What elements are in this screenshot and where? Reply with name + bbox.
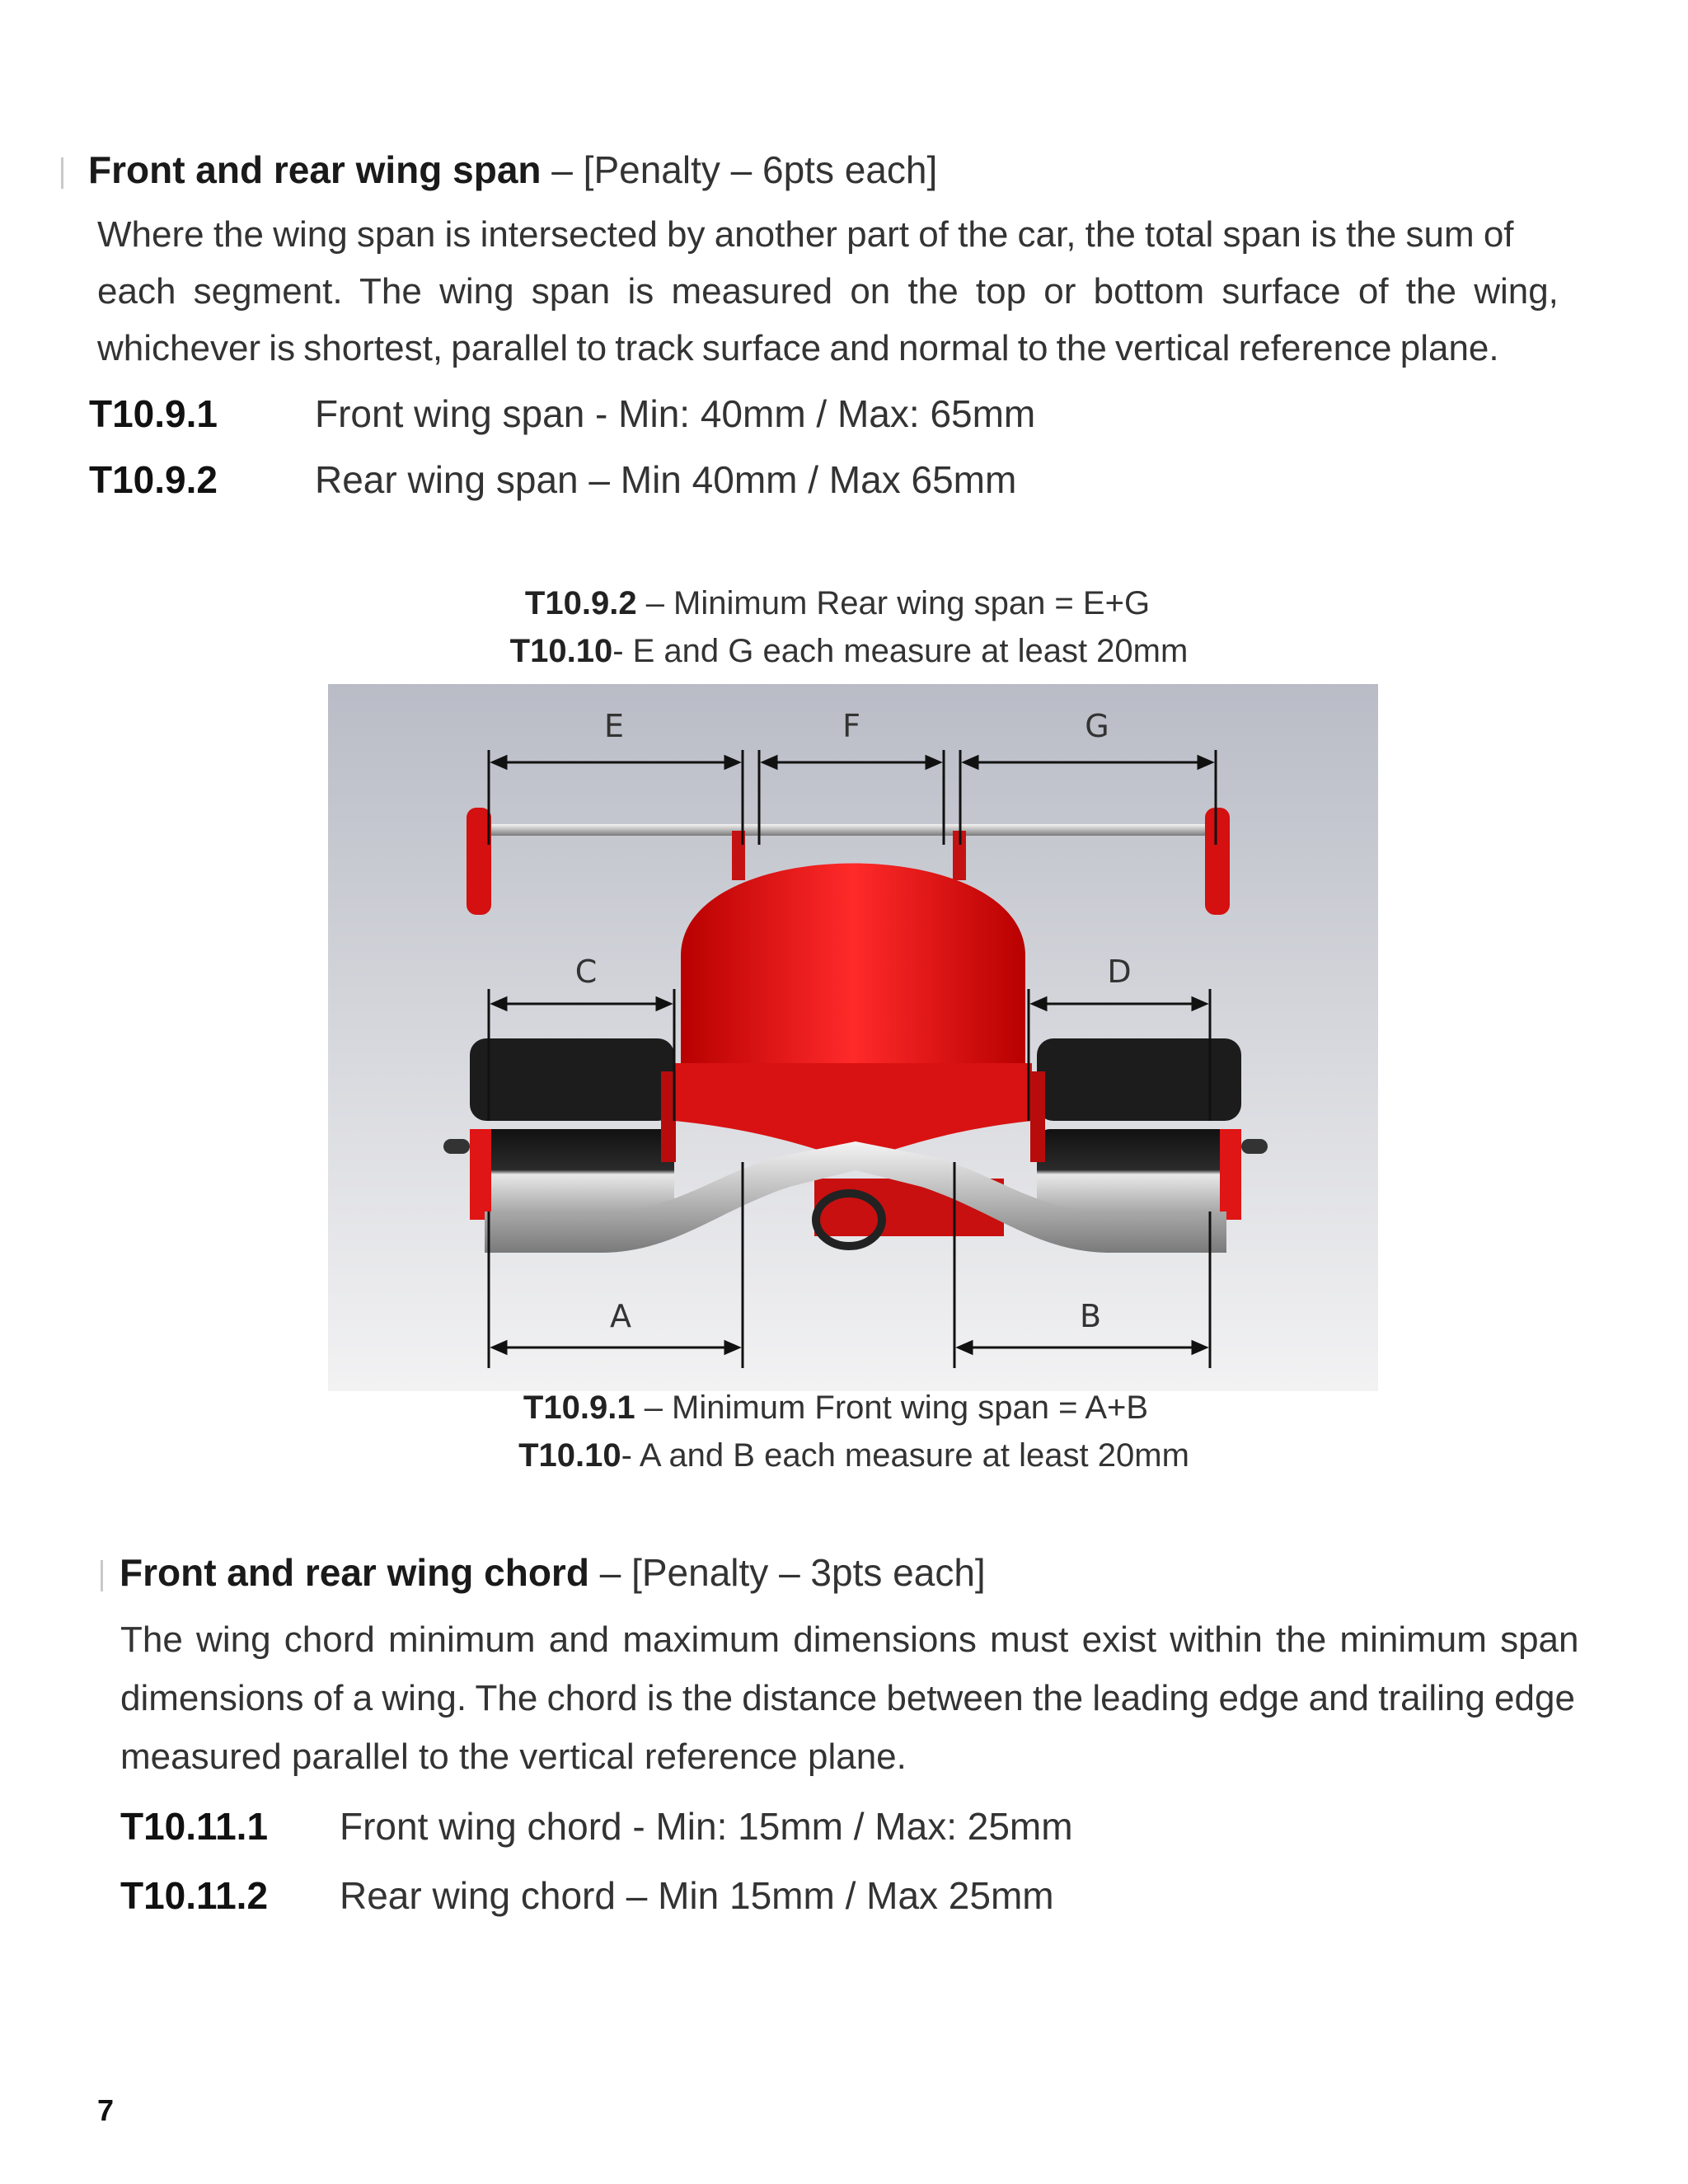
- dimension-label-c: C: [574, 954, 598, 990]
- requirement-code: T10.9.1: [89, 392, 218, 435]
- caption-code: T10.9.2: [524, 585, 637, 621]
- car-body-dome: [681, 864, 1025, 1072]
- heading-title: Front and rear wing span: [88, 148, 542, 191]
- caption-text: – Minimum Front wing span = A+B: [635, 1390, 1149, 1426]
- dimension-label-f: F: [842, 708, 860, 744]
- car-diagram-svg: [328, 684, 1378, 1391]
- front-wheel-right-hub: [1220, 1129, 1241, 1220]
- front-wheel-right: [1037, 1129, 1241, 1220]
- heading-penalty: – [Penalty – 3pts each]: [588, 1551, 986, 1594]
- caption-code: T10.9.1: [523, 1390, 635, 1426]
- wing-chord-paragraph: [120, 1610, 1620, 1786]
- heading-penalty: – [Penalty – 6pts each]: [541, 148, 938, 191]
- front-wheel-left: [470, 1129, 674, 1220]
- requirement-code: T10.11.2: [120, 1874, 269, 1917]
- caption-text: - A and B each measure at least 20mm: [621, 1437, 1189, 1474]
- caption-code: T10.10: [518, 1437, 621, 1474]
- paragraph-line: whichever is shortest, parallel to track surface and normal to the vertical reference plane.: [97, 328, 1499, 368]
- page-number: 7: [97, 2093, 115, 2127]
- requirement-row: [120, 1871, 1054, 1920]
- wing-span-diagram: [328, 684, 1378, 1391]
- heading-marker: [61, 157, 63, 189]
- paragraph-line: measured parallel to the vertical reference plane.: [120, 1736, 907, 1777]
- wing-span-paragraph: [97, 206, 1569, 377]
- requirement-text: Front wing span - Min: 40mm / Max: 65mm: [315, 392, 1036, 435]
- paragraph-line: dimensions of a wing. The chord is the distance between the leading edge and trailing edge: [120, 1678, 1575, 1718]
- section-heading-wing-chord: [101, 1548, 986, 1597]
- section-heading-wing-span: [61, 145, 937, 194]
- axle-stub-right: [1241, 1139, 1268, 1154]
- heading-marker: [101, 1560, 103, 1591]
- dimension-label-b: B: [1079, 1298, 1102, 1334]
- dimension-label-g: G: [1085, 708, 1109, 744]
- side-pod-right: [1030, 1071, 1045, 1162]
- requirement-text: Rear wing chord – Min 15mm / Max 25mm: [340, 1874, 1054, 1917]
- paragraph-line: Where the wing span is intersected by another part of the car, the total span is the sum of: [97, 214, 1514, 255]
- requirement-text: Front wing chord - Min: 15mm / Max: 25mm: [340, 1805, 1073, 1848]
- front-wheel-left-hub: [470, 1129, 491, 1220]
- paragraph-line: The wing chord minimum and maximum dimensions must exist within the minimum span: [120, 1619, 1579, 1660]
- rear-wing-endplate-right: [1205, 808, 1230, 915]
- requirement-code: T10.9.2: [89, 458, 218, 501]
- figure-caption-bottom-1: [0, 1385, 1680, 1431]
- figure-caption-top-1: [0, 580, 1681, 626]
- requirement-row: [89, 389, 1036, 438]
- paragraph-line: each segment. The wing span is measured on the top or bottom surface of the wing,: [97, 271, 1559, 312]
- rear-wing-bar: [472, 824, 1218, 836]
- caption-code: T10.10: [509, 633, 613, 669]
- rear-wheel-left: [470, 1038, 674, 1121]
- caption-text: - E and G each measure at least 20mm: [612, 633, 1189, 669]
- requirement-row: [89, 455, 1017, 504]
- requirement-text: Rear wing span – Min 40mm / Max 65mm: [315, 458, 1017, 501]
- axle-stub-left: [443, 1139, 470, 1154]
- requirement-code: T10.11.1: [120, 1805, 269, 1848]
- dimension-label-d: D: [1107, 954, 1132, 990]
- caption-text: – Minimum Rear wing span = E+G: [636, 585, 1151, 621]
- requirement-row: [120, 1802, 1073, 1851]
- heading-title: Front and rear wing chord: [120, 1551, 589, 1594]
- figure-caption-top-2: [5, 628, 1688, 674]
- dimension-label-e: E: [603, 708, 625, 744]
- dimension-label-a: A: [610, 1298, 631, 1334]
- figure-caption-bottom-2: [10, 1432, 1688, 1479]
